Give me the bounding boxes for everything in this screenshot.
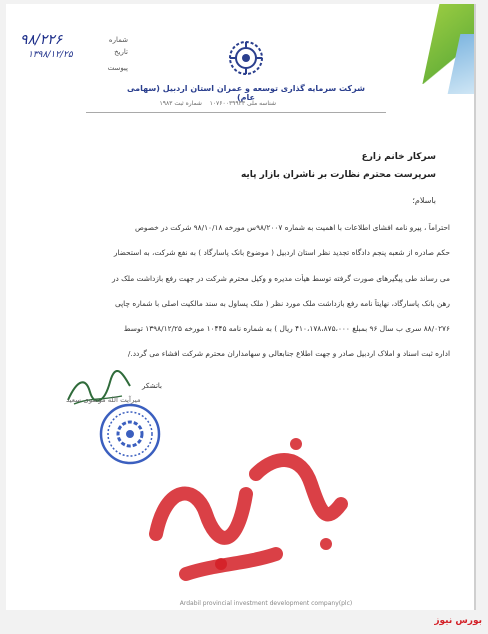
registration-date: ۱۳۹۸/۱۲/۲۵ bbox=[28, 50, 73, 60]
body-line: ۸۸/۰۲۷۶ سری ب سال ۹۶ بمبلغ ۴۱۰،۱۷۸،۸۷۵،۰۰۰ ریال ) به شماره نامه ۱۰۴۴۵ مورخه ۱۳۹۸/۱۲/۲۵ توسط bbox=[123, 324, 450, 333]
body-line: می رساند طی پیگیرهای صورت گرفته توسط هیأت مدیره و وکیل محترم شرکت در جهت رفع بازداشت ملک در bbox=[111, 274, 450, 283]
company-identifiers bbox=[156, 100, 276, 107]
attachment-label: پیوست bbox=[107, 64, 128, 72]
company-english-name: Ardabil provincial investment development company(plc) bbox=[179, 600, 353, 607]
addressee-name: سرکار خانم زارع bbox=[361, 152, 436, 162]
letter-sheet bbox=[6, 4, 476, 610]
body-line: رهن بانک پاسارگاد، نهایتاً نامه رفع بازداشت ملک مورد نظر ( ملک پساول به سند مالکیت اصلی با شماره چاپی bbox=[114, 299, 450, 308]
company-logo-icon bbox=[228, 40, 264, 76]
body-line: اداره ثبت اسناد و املاک اردبیل صادر و جهت اطلاع جنابعالی و سهامداران محترم شرکت افشاء می گردد./ bbox=[127, 349, 450, 358]
registration-box bbox=[18, 32, 128, 82]
registration-number: ۹۸/۲۲۶ bbox=[20, 32, 63, 48]
company-name: شرکت سرمایه گذاری توسعه و عمران استان اردبیل (سهامی عام) bbox=[127, 84, 365, 102]
closing-phrase: باتشکر bbox=[141, 382, 162, 390]
brand-tag: بورس نیوز bbox=[434, 616, 482, 626]
signatory-name: میرآیت الله موسوی سعید bbox=[66, 396, 141, 404]
header-divider bbox=[86, 112, 386, 113]
addressee-title: سرپرست محترم نظارت بر ناشران بازار پایه bbox=[240, 170, 436, 180]
registration-date-label: تاریخ bbox=[114, 48, 128, 56]
body-line: احتراماً ، پیرو نامه افشای اطلاعات با اهمیت به شماره ۹۸/۲۰۰۷س مورخه ۹۸/۱۰/۱۸ شرکت در خصوص bbox=[134, 223, 450, 232]
registration-number-label: شماره bbox=[108, 36, 128, 44]
watermark-logo bbox=[126, 414, 366, 594]
company-registration-no: شماره ثبت ۱۹۸۳ bbox=[159, 100, 202, 107]
body-line: حکم صادره از شعبه پنجم دادگاه تجدید نظر استان اردبیل ( موضوع بانک پاسارگاد ) به نفع شرکت، به استحضار bbox=[113, 248, 450, 257]
greeting: باسلام؛ bbox=[412, 196, 436, 205]
company-national-id: شناسه ملی ۱۰۷۶۰۰۳۹۹۴۳ bbox=[209, 100, 276, 107]
